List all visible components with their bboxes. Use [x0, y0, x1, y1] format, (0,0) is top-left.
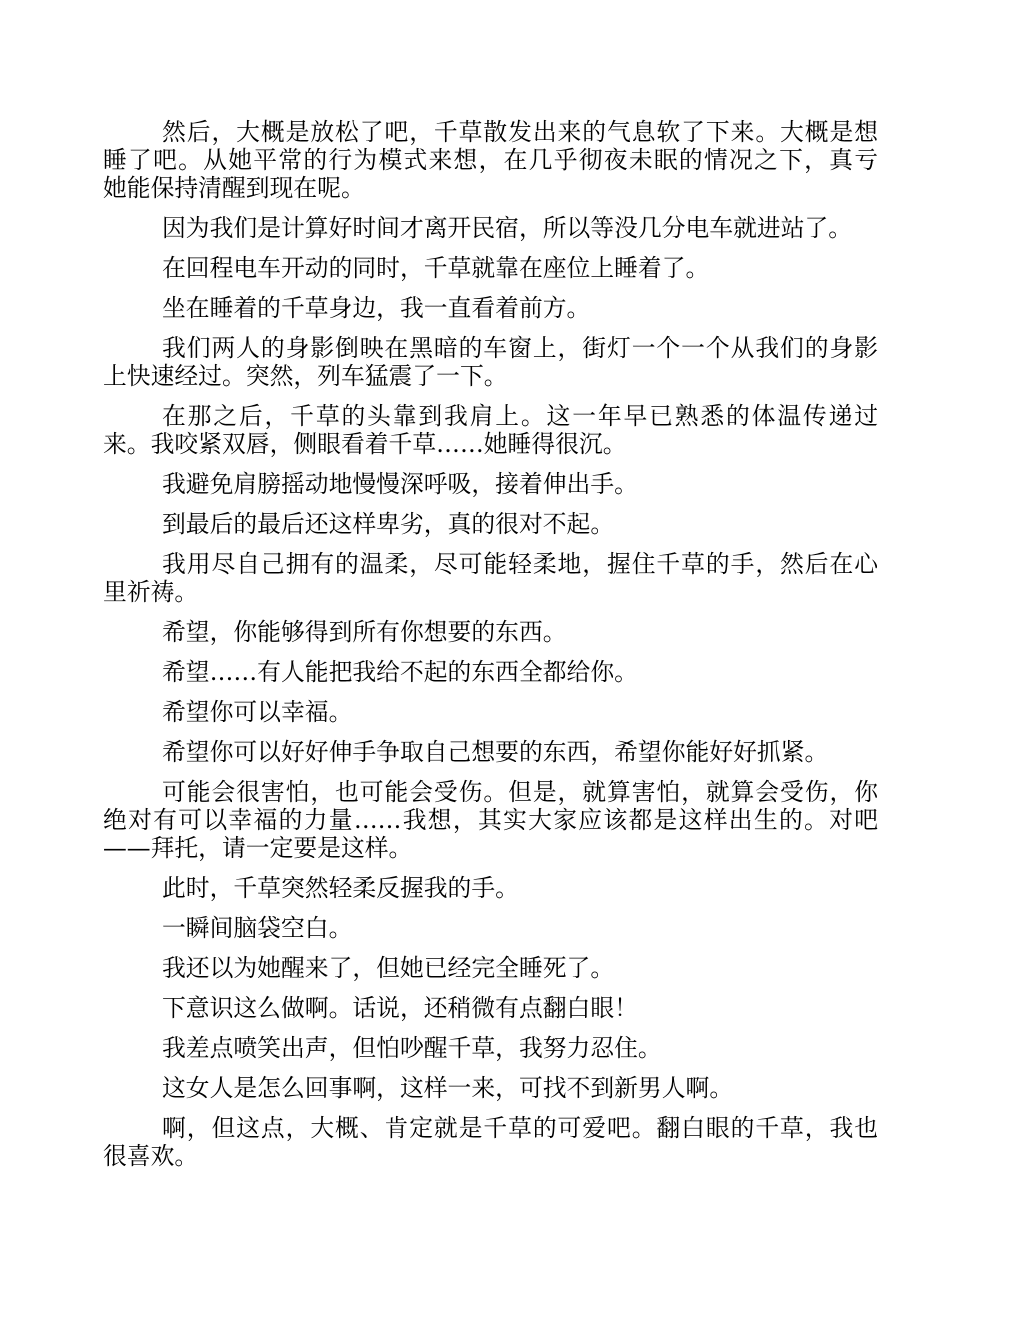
- text-line: 很喜欢。: [103, 1142, 199, 1170]
- paragraph: [103, 738, 878, 766]
- paragraph: [103, 994, 878, 1022]
- paragraph: [103, 778, 878, 862]
- paragraph: [103, 658, 878, 686]
- paragraph: [103, 118, 878, 202]
- paragraph: [103, 1074, 878, 1102]
- text-line: 她能保持清醒到现在呢。: [103, 174, 365, 202]
- text-line: 此时，千草突然轻柔反握我的手。: [162, 874, 519, 902]
- text-line: 来。我咬紧双唇，侧眼看着千草……她睡得很沉。: [103, 430, 627, 458]
- text-line: 我们两人的身影倒映在黑暗的车窗上，街灯一个一个从我们的身影: [162, 334, 878, 362]
- paragraph-list: [103, 118, 878, 1170]
- paragraph: [103, 214, 878, 242]
- paragraph: [103, 874, 878, 902]
- text-line: 这女人是怎么回事啊，这样一来，可找不到新男人啊。: [162, 1074, 734, 1102]
- paragraph: [103, 334, 878, 390]
- text-line: ——拜托，请一定要是这样。: [103, 834, 413, 862]
- text-line: 希望，你能够得到所有你想要的东西。: [162, 618, 567, 646]
- text-line: 到最后的最后还这样卑劣，真的很对不起。: [162, 510, 615, 538]
- paragraph: [103, 954, 878, 982]
- text-line: 我用尽自己拥有的温柔，尽可能轻柔地，握住千草的手，然后在心: [162, 550, 878, 578]
- text-line: 下意识这么做啊。话说，还稍微有点翻白眼！: [162, 994, 638, 1022]
- text-line: 上快速经过。突然，列车猛震了一下。: [103, 362, 508, 390]
- text-line: 睡了吧。从她平常的行为模式来想，在几乎彻夜未眠的情况之下，真亏: [103, 146, 878, 174]
- text-line: 希望你可以好好伸手争取自己想要的东西，希望你能好好抓紧。: [162, 738, 829, 766]
- paragraph: [103, 254, 878, 282]
- text-line: 在回程电车开动的同时，千草就靠在座位上睡着了。: [162, 254, 710, 282]
- text-line: 在那之后，千草的头靠到我肩上。这一年早已熟悉的体温传递过: [162, 402, 878, 430]
- paragraph: [103, 914, 878, 942]
- paragraph: [103, 294, 878, 322]
- paragraph: [103, 510, 878, 538]
- text-line: 我还以为她醒来了，但她已经完全睡死了。: [162, 954, 615, 982]
- text-line: 希望你可以幸福。: [162, 698, 353, 726]
- text-line: 因为我们是计算好时间才离开民宿，所以等没几分电车就进站了。: [162, 214, 853, 242]
- paragraph: [103, 698, 878, 726]
- text-line: 我差点喷笑出声，但怕吵醒千草，我努力忍住。: [162, 1034, 662, 1062]
- text-line: 可能会很害怕，也可能会受伤。但是，就算害怕，就算会受伤，你: [162, 778, 878, 806]
- text-line: 里祈祷。: [103, 578, 199, 606]
- text-line: 然后，大概是放松了吧，千草散发出来的气息软了下来。大概是想: [162, 118, 878, 146]
- paragraph: [103, 618, 878, 646]
- paragraph: [103, 550, 878, 606]
- text-line: 啊，但这点，大概、肯定就是千草的可爱吧。翻白眼的千草，我也: [162, 1114, 878, 1142]
- text-line: 一瞬间脑袋空白。: [162, 914, 353, 942]
- text-line: 希望……有人能把我给不起的东西全都给你。: [162, 658, 638, 686]
- paragraph: [103, 470, 878, 498]
- paragraph: [103, 1114, 878, 1170]
- paragraph: [103, 402, 878, 458]
- text-line: 坐在睡着的千草身边，我一直看着前方。: [162, 294, 591, 322]
- text-line: 我避免肩膀摇动地慢慢深呼吸，接着伸出手。: [162, 470, 638, 498]
- paragraph: [103, 1034, 878, 1062]
- text-line: 绝对有可以幸福的力量……我想，其实大家应该都是这样出生的。对吧: [103, 806, 878, 834]
